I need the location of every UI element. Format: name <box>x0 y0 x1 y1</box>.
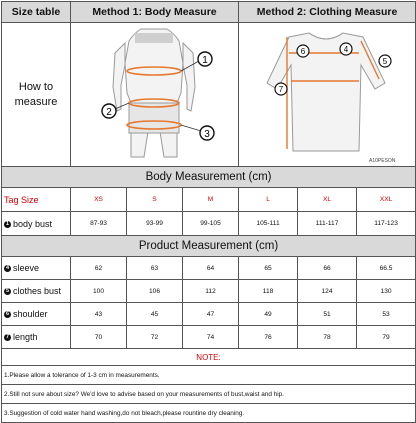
size-xs: XS <box>71 188 127 212</box>
note-item-3: 3.Suggestion of cold water hand washing,do not bleach,please rountine dry cleaning. <box>2 404 416 423</box>
svg-text:2: 2 <box>106 107 112 118</box>
table-cell: 51 <box>298 303 357 326</box>
body-marker-2 <box>102 104 116 118</box>
method2-header: Method 2: Clothing Measure <box>239 2 416 23</box>
svg-text:4: 4 <box>343 45 349 54</box>
marker-1-icon: 1 <box>5 220 10 227</box>
table-cell: 112 <box>183 280 239 303</box>
garment-figure <box>239 23 416 167</box>
svg-text:1: 1 <box>202 55 208 66</box>
clothes-bust-row <box>2 280 416 303</box>
sleeve-row <box>2 257 416 280</box>
howto-line2: measure <box>14 95 58 108</box>
shoulder-label: 6 shoulder <box>2 303 71 326</box>
garment-marker-5 <box>379 55 391 67</box>
size-m: M <box>183 188 239 212</box>
svg-text:6: 6 <box>300 47 306 56</box>
table-cell: 45 <box>127 303 183 326</box>
table-cell: 78 <box>298 326 357 349</box>
svg-text:3: 3 <box>204 129 210 140</box>
tag-size-label: Tag Size <box>2 188 71 212</box>
table-cell: 53 <box>357 303 416 326</box>
svg-text:7: 7 <box>278 85 284 94</box>
table-cell: 65 <box>239 257 298 280</box>
table-cell: 87-93 <box>71 212 127 236</box>
size-l: L <box>239 188 298 212</box>
garment-figure-image <box>239 23 414 166</box>
note-title: NOTE: <box>2 349 416 366</box>
sleeve-label: 4 sleeve <box>2 257 71 280</box>
table-cell: 124 <box>298 280 357 303</box>
table-cell: 130 <box>357 280 416 303</box>
method1-header: Method 1: Body Measure <box>71 2 239 23</box>
table-cell: 79 <box>357 326 416 349</box>
note-item-1: 1.Please allow a tolerance of 1-3 cm in measurements. <box>2 366 416 385</box>
table-cell: 99-105 <box>183 212 239 236</box>
table-cell: 66 <box>298 257 357 280</box>
table-cell: 43 <box>71 303 127 326</box>
table-cell: 118 <box>239 280 298 303</box>
howto-line1: How to <box>18 80 54 93</box>
garment-marker-4 <box>340 43 352 55</box>
svg-text:5: 5 <box>382 57 388 66</box>
table-cell: 76 <box>239 326 298 349</box>
how-to-measure <box>2 23 71 167</box>
marker-6-icon: 6 <box>5 311 10 318</box>
table-cell: 93-99 <box>127 212 183 236</box>
shoulder-row <box>2 303 416 326</box>
length-label: 7 length <box>2 326 71 349</box>
garment-marker-6 <box>297 45 309 57</box>
watermark: A10PESON <box>369 158 396 164</box>
table-cell: 64 <box>183 257 239 280</box>
table-cell: 105-111 <box>239 212 298 236</box>
table-cell: 106 <box>127 280 183 303</box>
clothes-bust-label: 5 clothes bust <box>2 280 71 303</box>
body-figure <box>71 23 239 167</box>
length-row <box>2 326 416 349</box>
garment-marker-7 <box>275 83 287 95</box>
marker-4-icon: 4 <box>5 265 10 272</box>
note-item-2: 2.Still not sure about size? We'd love to advise based on your measurements of bust,waist and hip. <box>2 385 416 404</box>
table-cell: 49 <box>239 303 298 326</box>
table-cell: 66.5 <box>357 257 416 280</box>
product-section-title: Product Measurement (cm) <box>2 236 416 257</box>
size-xl: XL <box>298 188 357 212</box>
body-bust-label: 1 body bust <box>2 212 71 236</box>
body-marker-1 <box>198 52 212 66</box>
size-table <box>1 1 416 423</box>
table-cell: 117-123 <box>357 212 416 236</box>
tag-size-row <box>2 188 416 212</box>
marker-5-icon: 5 <box>5 288 10 295</box>
table-cell: 111-117 <box>298 212 357 236</box>
body-figure-image <box>71 23 237 166</box>
size-xxl: XXL <box>357 188 416 212</box>
table-cell: 47 <box>183 303 239 326</box>
body-marker-3 <box>200 126 214 140</box>
body-bust-row <box>2 212 416 236</box>
body-section-title: Body Measurement (cm) <box>2 167 416 188</box>
table-cell: 63 <box>127 257 183 280</box>
table-cell: 100 <box>71 280 127 303</box>
size-s: S <box>127 188 183 212</box>
table-cell: 70 <box>71 326 127 349</box>
table-cell: 62 <box>71 257 127 280</box>
table-cell: 72 <box>127 326 183 349</box>
marker-7-icon: 7 <box>5 334 10 341</box>
table-cell: 74 <box>183 326 239 349</box>
corner-header: Size table <box>2 2 71 23</box>
